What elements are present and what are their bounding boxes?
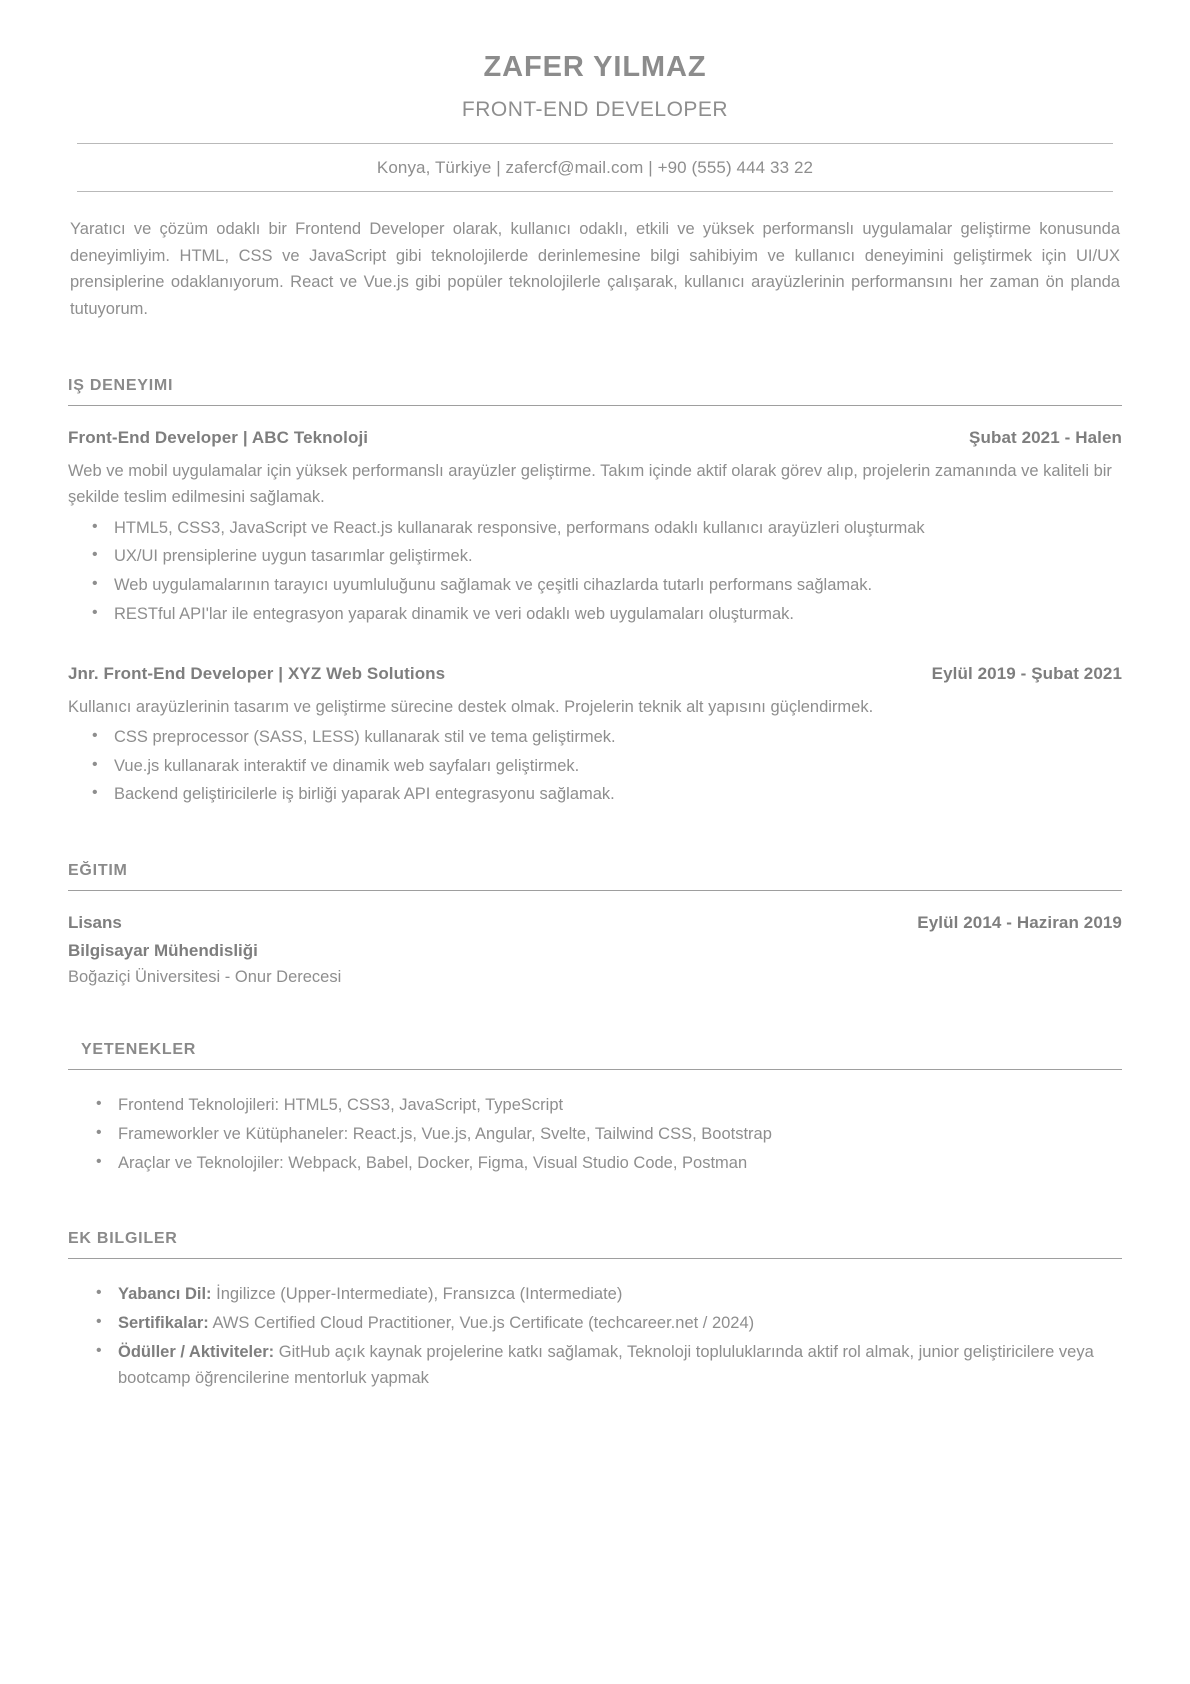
education-section-rule bbox=[68, 890, 1122, 891]
list-item: • Backend geliştiricilerle iş birliği yaparak API entegrasyonu sağlamak. bbox=[112, 781, 1122, 808]
extras-label: Ödüller / Aktiviteler: bbox=[118, 1342, 275, 1361]
experience-entry-head bbox=[68, 428, 1122, 448]
extras-text: İngilizce (Upper-Intermediate), Fransızca (Intermediate) bbox=[211, 1285, 623, 1304]
extras-section bbox=[68, 1230, 1122, 1392]
extras-list bbox=[68, 1281, 1122, 1392]
education-school: Boğaziçi Üniversitesi - Onur Derecesi bbox=[68, 968, 342, 987]
list-item: • Araçlar ve Teknolojiler: Webpack, Babel, Docker, Figma, Visual Studio Code, Postman bbox=[116, 1150, 1122, 1177]
experience-section bbox=[68, 377, 1122, 808]
experience-role-company: Jnr. Front-End Developer | XYZ Web Solutions bbox=[68, 663, 446, 683]
list-item: • RESTful API'lar ile entegrasyon yaparak dinamik ve veri odaklı web uygulamaları oluşturmak. bbox=[112, 601, 1122, 628]
education-entry-head bbox=[68, 913, 1122, 933]
education-degree: Lisans bbox=[68, 913, 122, 933]
skills-list bbox=[68, 1092, 1122, 1176]
extras-text: GitHub açık kaynak projelerine katkı sağlamak, Teknoloji topluluklarında aktif rol almak, junior geliştiricilere veya bootcamp öğrencilerine mentorluk yapmak bbox=[118, 1342, 1094, 1388]
education-section-title: EĞITIM bbox=[68, 862, 128, 880]
education-date: Eylül 2014 - Haziran 2019 bbox=[917, 913, 1122, 933]
extras-label: Sertifikalar: bbox=[118, 1313, 209, 1332]
candidate-name: ZAFER YILMAZ bbox=[483, 51, 707, 83]
list-item: • Frameworkler ve Kütüphaneler: React.js, Vue.js, Angular, Svelte, Tailwind CSS, Bootstrap bbox=[116, 1121, 1122, 1148]
extras-text: AWS Certified Cloud Practitioner, Vue.js Certificate (techcareer.net / 2024) bbox=[208, 1313, 755, 1332]
extras-section-rule bbox=[68, 1258, 1122, 1259]
extras-section-title: EK BILGILER bbox=[68, 1230, 178, 1248]
list-item: • HTML5, CSS3, JavaScript ve React.js kullanarak responsive, performans odaklı kullanıcı arayüzleri oluşturmak bbox=[112, 515, 1122, 542]
education-section bbox=[68, 862, 1122, 987]
experience-date: Eylül 2019 - Şubat 2021 bbox=[931, 663, 1122, 683]
experience-bullet-list bbox=[68, 515, 1122, 628]
extras-label: Yabancı Dil: bbox=[118, 1285, 212, 1304]
list-item bbox=[116, 1339, 1122, 1392]
experience-role-company: Front-End Developer | ABC Teknoloji bbox=[68, 427, 369, 447]
education-field: Bilgisayar Mühendisliği bbox=[68, 941, 258, 961]
skills-section-rule bbox=[68, 1069, 1122, 1070]
list-item: • Web uygulamalarının tarayıcı uyumluluğunu sağlamak ve çeşitli cihazlarda tutarlı performans sağlamak. bbox=[112, 572, 1122, 599]
experience-section-title: IŞ DENEYIMI bbox=[68, 376, 174, 394]
experience-date: Şubat 2021 - Halen bbox=[969, 427, 1122, 447]
education-entry bbox=[68, 913, 1122, 987]
professional-summary: Yaratıcı ve çözüm odaklı bir Frontend Developer olarak, kullanıcı odaklı, etkili ve yüksek performanslı uygulamalar geliştirme konusunda deneyimliyim. HTML, CSS ve JavaScript gibi teknolojilerde derinlemesine bilgi sahibiyim ve kullanıcı deneyimini geliştirmek için UI/UX prensiplerine odaklanıyorum. React ve Vue.js gibi popüler teknolojilerle çalışarak, kullanıcı arayüzlerinin performansını her zaman ön planda tutuyorum. bbox=[70, 219, 1120, 319]
experience-entry bbox=[68, 664, 1122, 809]
skills-section bbox=[68, 1041, 1122, 1176]
list-item: • Frontend Teknolojileri: HTML5, CSS3, JavaScript, TypeScript bbox=[116, 1092, 1122, 1119]
candidate-role: FRONT-END DEVELOPER bbox=[461, 97, 729, 121]
experience-description: Web ve mobil uygulamalar için yüksek performanslı arayüzler geliştirme. Takım içinde aktif olarak görev alıp, projelerin zamanında ve kaliteli bir şekilde teslim edilmesini sağlamak. bbox=[68, 461, 1112, 507]
experience-description: Kullanıcı arayüzlerinin tasarım ve geliştirme sürecine destek olmak. Projelerin teknik alt yapısını güçlendirmek. bbox=[68, 697, 874, 716]
list-item: • CSS preprocessor (SASS, LESS) kullanarak stil ve tema geliştirmek. bbox=[112, 724, 1122, 751]
resume-header bbox=[68, 52, 1122, 192]
list-item: • Vue.js kullanarak interaktif ve dinamik web sayfaları geliştirmek. bbox=[112, 753, 1122, 780]
list-item bbox=[116, 1281, 1122, 1308]
experience-entry bbox=[68, 428, 1122, 628]
skills-section-title: YETENEKLER bbox=[81, 1041, 197, 1059]
experience-section-rule bbox=[68, 405, 1122, 406]
experience-bullet-list bbox=[68, 724, 1122, 808]
list-item: • UX/UI prensiplerine uygun tasarımlar geliştirmek. bbox=[112, 543, 1122, 570]
experience-entry-head bbox=[68, 664, 1122, 684]
list-item bbox=[116, 1310, 1122, 1337]
contact-line: Konya, Türkiye | zafercf@mail.com | +90 (555) 444 33 22 bbox=[376, 157, 814, 177]
contact-block bbox=[77, 143, 1113, 192]
